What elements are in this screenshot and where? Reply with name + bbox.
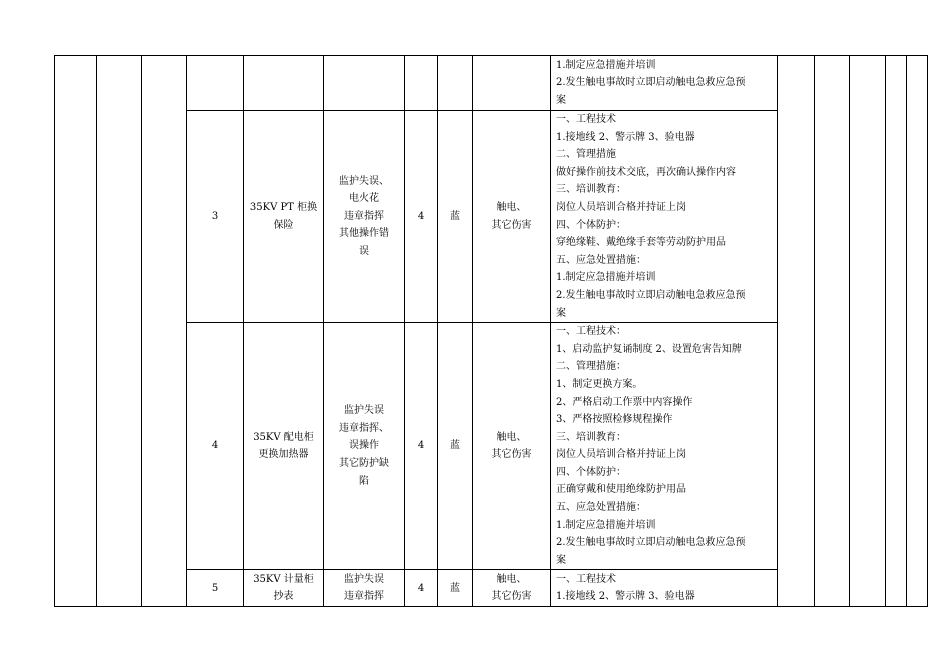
- measure-line: 做好操作前技术交底，再次确认操作内容: [556, 166, 736, 178]
- risk-color: 蓝: [438, 570, 473, 607]
- measure-line: 2.发生触电事故时立即启动触电急救应急预: [556, 77, 746, 89]
- task-cell: [244, 111, 324, 323]
- blank-cell: [907, 56, 928, 607]
- measure-line: 一、工程技术：: [556, 326, 626, 338]
- risk-level: 4: [405, 323, 438, 570]
- measure-line: 2.发生触电事故时立即启动触电急救应急预: [556, 289, 746, 301]
- task-line: 35KV 配电柜: [253, 431, 314, 443]
- risk-level: 4: [405, 111, 438, 323]
- measure-line: 1.制定应急措施并培训: [556, 519, 656, 531]
- blank-cell: [815, 56, 850, 607]
- measures-cell: [551, 570, 778, 607]
- measure-line: 案: [556, 94, 566, 106]
- measure-line: 1.制定应急措施并培训: [556, 59, 656, 71]
- hazard-line: 违章指挥: [344, 210, 384, 222]
- risk-color: 蓝: [438, 323, 473, 570]
- measure-line: 五、应急处置措施：: [556, 502, 646, 514]
- measure-line: 1、启动监护复诵制度 2、设置危害告知牌: [556, 343, 742, 355]
- hazard-line: 监护失误: [344, 405, 384, 417]
- measure-line: 一、工程技术: [556, 573, 616, 585]
- measure-line: 四、个体防护：: [556, 466, 626, 478]
- measure-line: 案: [556, 554, 566, 566]
- blank-cell: [97, 56, 142, 607]
- blank-cell: [55, 56, 97, 607]
- hazard-line: 误操作: [349, 440, 379, 452]
- measure-line: 三、培训教育：: [556, 184, 626, 196]
- measure-line: 3、严格按照检修规程操作: [556, 414, 673, 426]
- measure-line: 岗位人员培训合格并持证上岗: [556, 201, 686, 213]
- blank-cell: [778, 56, 815, 607]
- measures-cell: [551, 56, 778, 111]
- measure-line: 正确穿戴和使用绝缘防护用品: [556, 484, 686, 496]
- consequence-cell: [473, 570, 551, 607]
- hazard-line: 误: [359, 245, 369, 257]
- task-cell: [244, 570, 324, 607]
- consequence-line: 其它伤害: [491, 591, 532, 603]
- hazard-line: 电火花: [349, 193, 379, 205]
- hazard-cell: [324, 56, 405, 111]
- task-line: 35KV 计量柜: [253, 573, 314, 585]
- risk-level: 4: [405, 570, 438, 607]
- task-line: 保险: [273, 219, 294, 231]
- blank-cell: [850, 56, 886, 607]
- risk-color: 蓝: [438, 111, 473, 323]
- measure-line: 二、管理措施：: [556, 361, 626, 373]
- measure-line: 1.制定应急措施并培训: [556, 272, 656, 284]
- measure-line: 四、个体防护：: [556, 219, 626, 231]
- row-number: 4: [187, 323, 244, 570]
- hazard-cell: [324, 111, 405, 323]
- measures-cell: [551, 323, 778, 570]
- task-cell: [244, 323, 324, 570]
- row-number: [187, 56, 244, 111]
- consequence-line: 其它伤害: [491, 449, 532, 461]
- measure-line: 二、管理措施: [556, 149, 616, 161]
- consequence-line: 触电、: [496, 431, 527, 443]
- consequence-cell: [473, 111, 551, 323]
- hazard-line: 违章指挥: [344, 591, 384, 603]
- risk-table-sheet: [54, 55, 928, 607]
- measures-cell: [551, 111, 778, 323]
- consequence-line: 触电、: [496, 201, 527, 213]
- task-line: 抄表: [273, 591, 294, 603]
- measure-line: 2、严格启动工作票中内容操作: [556, 396, 693, 408]
- row-number: 3: [187, 111, 244, 323]
- risk-color: [438, 56, 473, 111]
- blank-cell: [886, 56, 907, 607]
- hazard-line: 监护失误: [344, 573, 384, 585]
- hazard-line: 陷: [359, 475, 369, 487]
- risk-assessment-table: [54, 55, 928, 607]
- hazard-line: 违章指挥、: [339, 422, 389, 434]
- blank-cell: [142, 56, 187, 607]
- consequence-line: 其它伤害: [491, 219, 532, 231]
- consequence-cell: [473, 323, 551, 570]
- measure-line: 1、制定更换方案。: [556, 378, 643, 390]
- measure-line: 岗位人员培训合格并持证上岗: [556, 449, 686, 461]
- measure-line: 1.接地线 2、警示牌 3、验电器: [556, 591, 695, 603]
- measure-line: 三、培训教育：: [556, 431, 626, 443]
- hazard-line: 监护失误、: [339, 175, 389, 187]
- table-row: [55, 56, 928, 111]
- risk-level: [405, 56, 438, 111]
- hazard-cell: [324, 570, 405, 607]
- measure-line: 一、工程技术: [556, 114, 616, 125]
- hazard-line: 其它防护缺: [339, 458, 389, 470]
- hazard-line: 其他操作错: [339, 228, 389, 240]
- consequence-cell: [473, 56, 551, 111]
- measure-line: 五、应急处置措施：: [556, 254, 646, 266]
- measure-line: 2.发生触电事故时立即启动触电急救应急预: [556, 537, 746, 549]
- measure-line: 1.接地线 2、警示牌 3、验电器: [556, 131, 695, 143]
- consequence-line: 触电、: [496, 573, 527, 585]
- task-line: 35KV PT 柜换: [249, 201, 318, 213]
- task-line: 更换加热器: [258, 449, 309, 461]
- row-number: 5: [187, 570, 244, 607]
- task-cell: [244, 56, 324, 111]
- hazard-cell: [324, 323, 405, 570]
- measure-line: 穿绝缘鞋、戴绝缘手套等劳动防护用品: [556, 237, 726, 249]
- measure-line: 案: [556, 307, 566, 319]
